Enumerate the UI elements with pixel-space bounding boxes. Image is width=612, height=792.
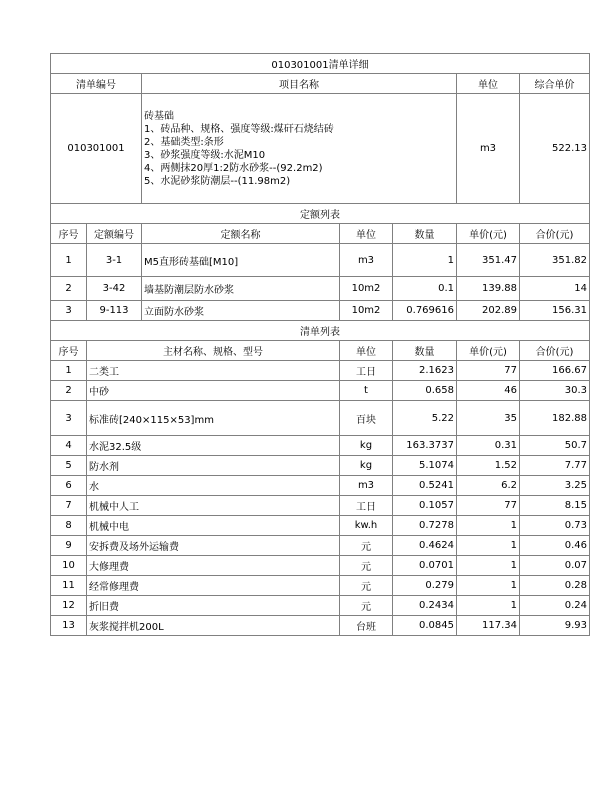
col-total: 合价(元) (520, 224, 590, 244)
row-no: 1 (51, 361, 87, 381)
title-row (51, 54, 590, 74)
header-code: 清单编号 (51, 74, 142, 94)
table-row (51, 277, 590, 301)
row-qty: 0.7278 (393, 516, 457, 536)
row-name: 二类工 (87, 361, 340, 381)
item-row (51, 94, 590, 204)
row-no: 1 (51, 244, 87, 277)
row-price: 1 (457, 596, 520, 616)
row-no: 11 (51, 576, 87, 596)
row-unit: m3 (340, 476, 393, 496)
item-header-row (51, 74, 590, 94)
row-qty: 5.1074 (393, 456, 457, 476)
row-qty: 0.2434 (393, 596, 457, 616)
col-name: 定额名称 (142, 224, 340, 244)
row-unit: t (340, 381, 393, 401)
header-price: 综合单价 (520, 74, 590, 94)
row-no: 2 (51, 381, 87, 401)
row-qty: 163.3737 (393, 436, 457, 456)
table-row (51, 516, 590, 536)
table-row (51, 476, 590, 496)
row-unit: 10m2 (340, 277, 393, 301)
row-price: 202.89 (457, 301, 520, 321)
row-no: 13 (51, 616, 87, 636)
table-row (51, 381, 590, 401)
row-price: 0.31 (457, 436, 520, 456)
row-qty: 0.279 (393, 576, 457, 596)
item-description (142, 94, 457, 204)
row-total: 156.31 (520, 301, 590, 321)
row-name: 水 (87, 476, 340, 496)
item-unit: m3 (457, 94, 520, 204)
row-no: 12 (51, 596, 87, 616)
desc-line: 3、砂浆强度等级:水泥M10 (144, 149, 266, 161)
bill-detail-table (50, 53, 590, 636)
col-price: 单价(元) (457, 341, 520, 361)
row-total: 0.24 (520, 596, 590, 616)
row-total: 7.77 (520, 456, 590, 476)
table-row (51, 401, 590, 436)
table-row (51, 244, 590, 277)
row-name: 标准砖[240×115×53]mm (87, 401, 340, 436)
quota-section-title: 定额列表 (51, 204, 590, 224)
table-row (51, 556, 590, 576)
row-unit: 工日 (340, 361, 393, 381)
quota-section-row (51, 204, 590, 224)
materials-section-row (51, 321, 590, 341)
row-no: 3 (51, 301, 87, 321)
row-qty: 0.769616 (393, 301, 457, 321)
row-unit: kg (340, 436, 393, 456)
col-price: 单价(元) (457, 224, 520, 244)
row-qty: 0.1 (393, 277, 457, 301)
row-total: 351.82 (520, 244, 590, 277)
row-total: 14 (520, 277, 590, 301)
table-row (51, 456, 590, 476)
row-unit: 10m2 (340, 301, 393, 321)
table-row (51, 596, 590, 616)
row-price: 1.52 (457, 456, 520, 476)
col-qty: 数量 (393, 224, 457, 244)
row-price: 117.34 (457, 616, 520, 636)
row-no: 6 (51, 476, 87, 496)
row-price: 1 (457, 536, 520, 556)
row-total: 166.67 (520, 361, 590, 381)
row-total: 3.25 (520, 476, 590, 496)
header-name: 项目名称 (142, 74, 457, 94)
row-price: 1 (457, 556, 520, 576)
row-qty: 0.0701 (393, 556, 457, 576)
row-qty: 0.0845 (393, 616, 457, 636)
row-name: 折旧费 (87, 596, 340, 616)
row-unit: m3 (340, 244, 393, 277)
col-no: 序号 (51, 341, 87, 361)
row-name: 大修理费 (87, 556, 340, 576)
row-total: 182.88 (520, 401, 590, 436)
row-no: 2 (51, 277, 87, 301)
col-no: 序号 (51, 224, 87, 244)
row-name: 机械中人工 (87, 496, 340, 516)
row-price: 1 (457, 516, 520, 536)
row-no: 3 (51, 401, 87, 436)
table-title: 010301001清单详细 (51, 54, 590, 74)
row-code: 3-42 (87, 277, 142, 301)
table-row (51, 361, 590, 381)
table-row (51, 576, 590, 596)
row-price: 35 (457, 401, 520, 436)
row-name: 防水剂 (87, 456, 340, 476)
row-no: 5 (51, 456, 87, 476)
row-price: 1 (457, 576, 520, 596)
materials-header-row (51, 341, 590, 361)
row-code: 9-113 (87, 301, 142, 321)
desc-line: 5、水泥砂浆防潮层--(11.98m2) (144, 175, 291, 187)
quota-header-row (51, 224, 590, 244)
row-unit: 元 (340, 596, 393, 616)
row-price: 139.88 (457, 277, 520, 301)
row-total: 30.3 (520, 381, 590, 401)
desc-line: 砖基础 (144, 110, 174, 122)
row-name: 中砂 (87, 381, 340, 401)
row-unit: 台班 (340, 616, 393, 636)
row-unit: 工日 (340, 496, 393, 516)
row-price: 46 (457, 381, 520, 401)
row-name: M5直形砖基础[M10] (142, 244, 340, 277)
table-row (51, 496, 590, 516)
row-name: 安拆费及场外运输费 (87, 536, 340, 556)
row-name: 立面防水砂浆 (142, 301, 340, 321)
row-qty: 1 (393, 244, 457, 277)
col-qty: 数量 (393, 341, 457, 361)
row-qty: 0.1057 (393, 496, 457, 516)
row-price: 77 (457, 361, 520, 381)
row-no: 7 (51, 496, 87, 516)
row-name: 机械中电 (87, 516, 340, 536)
row-total: 0.46 (520, 536, 590, 556)
col-unit: 单位 (340, 224, 393, 244)
materials-section-title: 清单列表 (51, 321, 590, 341)
row-unit: 元 (340, 576, 393, 596)
desc-line: 4、两侧抹20厚1:2防水砂浆--(92.2m2) (144, 162, 323, 174)
row-unit: 元 (340, 536, 393, 556)
row-qty: 0.4624 (393, 536, 457, 556)
row-qty: 0.658 (393, 381, 457, 401)
row-qty: 2.1623 (393, 361, 457, 381)
table-row (51, 536, 590, 556)
desc-line: 1、砖品种、规格、强度等级:煤矸石烧结砖 (144, 123, 334, 135)
col-name: 主材名称、规格、型号 (87, 341, 340, 361)
item-price: 522.13 (520, 94, 590, 204)
row-name: 水泥32.5级 (87, 436, 340, 456)
row-price: 351.47 (457, 244, 520, 277)
col-unit: 单位 (340, 341, 393, 361)
row-total: 50.7 (520, 436, 590, 456)
row-qty: 5.22 (393, 401, 457, 436)
row-name: 经常修理费 (87, 576, 340, 596)
row-name: 灰浆搅拌机200L (87, 616, 340, 636)
table-row (51, 301, 590, 321)
header-unit: 单位 (457, 74, 520, 94)
row-qty: 0.5241 (393, 476, 457, 496)
row-unit: kg (340, 456, 393, 476)
row-price: 77 (457, 496, 520, 516)
row-total: 8.15 (520, 496, 590, 516)
row-no: 10 (51, 556, 87, 576)
row-total: 0.73 (520, 516, 590, 536)
row-price: 6.2 (457, 476, 520, 496)
table-row (51, 436, 590, 456)
desc-line: 2、基础类型:条形 (144, 136, 224, 148)
row-unit: kw.h (340, 516, 393, 536)
row-code: 3-1 (87, 244, 142, 277)
row-name: 墙基防潮层防水砂浆 (142, 277, 340, 301)
row-no: 8 (51, 516, 87, 536)
row-unit: 百块 (340, 401, 393, 436)
row-total: 0.28 (520, 576, 590, 596)
row-total: 9.93 (520, 616, 590, 636)
table-row (51, 616, 590, 636)
item-code: 010301001 (51, 94, 142, 204)
row-no: 4 (51, 436, 87, 456)
col-total: 合价(元) (520, 341, 590, 361)
materials-body (51, 361, 590, 636)
row-no: 9 (51, 536, 87, 556)
row-unit: 元 (340, 556, 393, 576)
row-total: 0.07 (520, 556, 590, 576)
col-code: 定额编号 (87, 224, 142, 244)
